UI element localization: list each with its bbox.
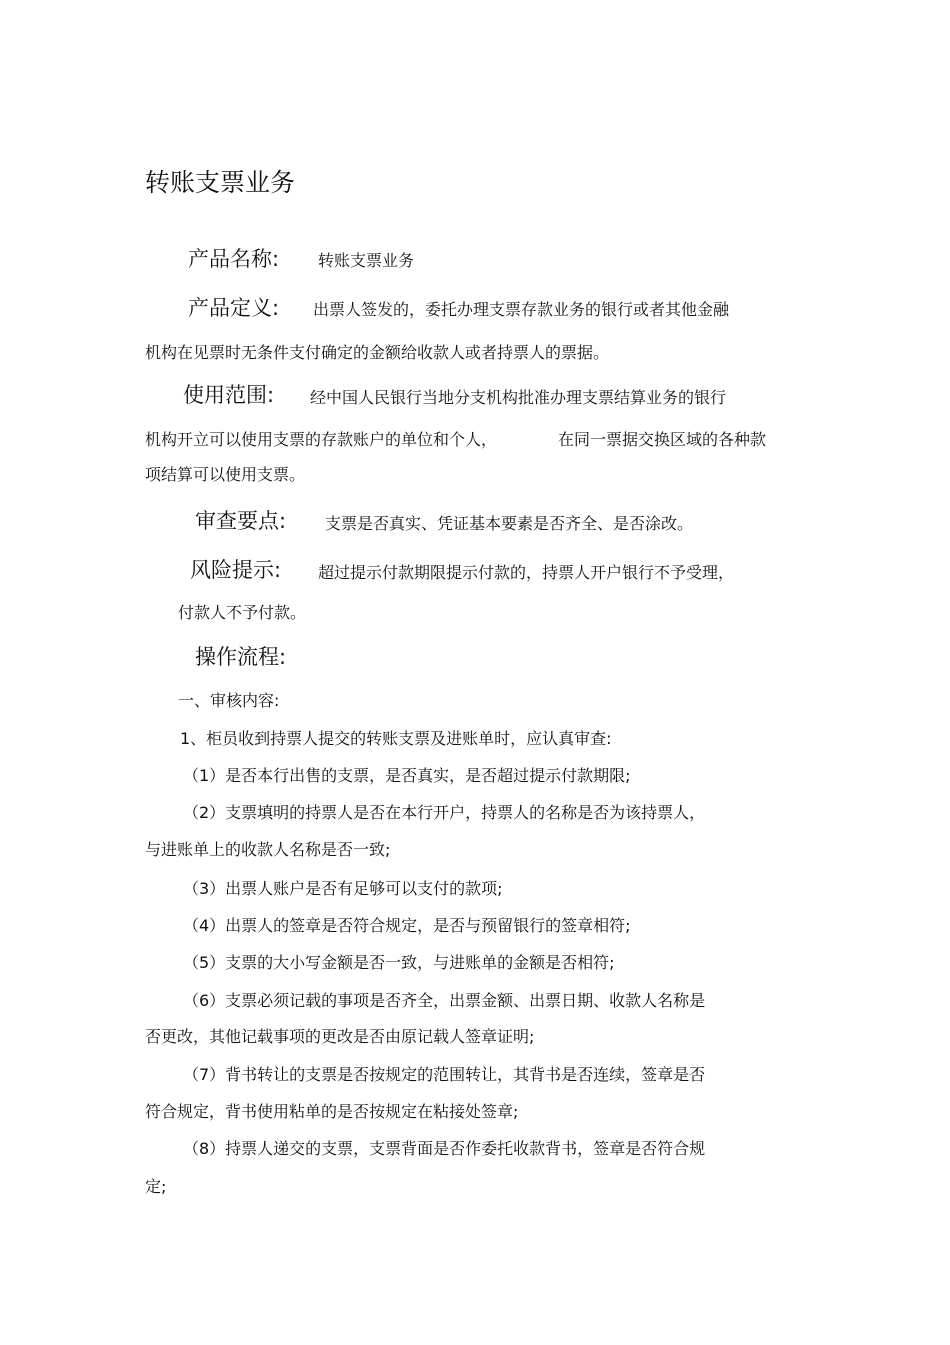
review-item-4: （4）出票人的签章是否符合规定，是否与预留银行的签章相符; (183, 916, 631, 935)
review-item-8-line1: （8）持票人递交的支票，支票背面是否作委托收款背书，签章是否符合规 (183, 1139, 706, 1158)
review-points-value: 支票是否真实、凭证基本要素是否齐全、是否涂改。 (325, 514, 694, 533)
page-title: 转账支票业务 (145, 168, 296, 197)
review-item-3: （3）出票人账户是否有足够可以支付的款项; (183, 879, 503, 898)
operation-flow-label: 操作流程: (195, 645, 287, 669)
review-item-5: （5）支票的大小写金额是否一致，与进账单的金额是否相符; (183, 953, 615, 972)
section-heading: 一、审核内容: (178, 691, 280, 710)
usage-scope-line2a: 机构开立可以使用支票的存款账户的单位和个人， (145, 430, 498, 449)
product-name-value: 转账支票业务 (318, 251, 415, 270)
risk-warning-line2: 付款人不予付款。 (178, 603, 307, 622)
risk-warning-label: 风险提示: (190, 558, 282, 582)
review-item-7-line1: （7）背书转让的支票是否按规定的范围转让，其背书是否连续，签章是否 (183, 1065, 706, 1084)
review-item-1: （1）是否本行出售的支票，是否真实，是否超过提示付款期限; (183, 766, 631, 785)
review-item-6-line1: （6）支票必须记载的事项是否齐全，出票金额、出票日期、收款人名称是 (183, 991, 706, 1010)
usage-scope-line2b: 在同一票据交换区域的各种款 (558, 430, 767, 449)
usage-scope-line1: 经中国人民银行当地分支机构批准办理支票结算业务的银行 (310, 388, 727, 407)
review-item-7-line2: 符合规定，背书使用粘单的是否按规定在粘接处签章; (145, 1102, 519, 1121)
usage-scope-label: 使用范围: (183, 383, 275, 407)
risk-warning-line1: 超过提示付款期限提示付款的，持票人开户银行不予受理， (318, 563, 735, 582)
review-item-2-line2: 与进账单上的收款人名称是否一致; (145, 840, 391, 859)
step-1: 1、柜员收到持票人提交的转账支票及进账单时，应认真审查: (180, 729, 612, 748)
review-item-2-line1: （2）支票填明的持票人是否在本行开户，持票人的名称是否为该持票人， (183, 803, 706, 822)
review-item-6-line2: 否更改，其他记载事项的更改是否由原记载人签章证明; (145, 1027, 535, 1046)
product-definition-line1: 出票人签发的，委托办理支票存款业务的银行或者其他金融 (313, 300, 730, 319)
product-definition-line2: 机构在见票时无条件支付确定的金额给收款人或者持票人的票据。 (145, 343, 610, 362)
review-points-label: 审查要点: (195, 509, 287, 533)
review-item-8-line2: 定; (145, 1177, 167, 1196)
product-definition-label: 产品定义: (188, 296, 280, 320)
product-name-label: 产品名称: (188, 247, 280, 271)
usage-scope-line3: 项结算可以使用支票。 (145, 465, 306, 484)
